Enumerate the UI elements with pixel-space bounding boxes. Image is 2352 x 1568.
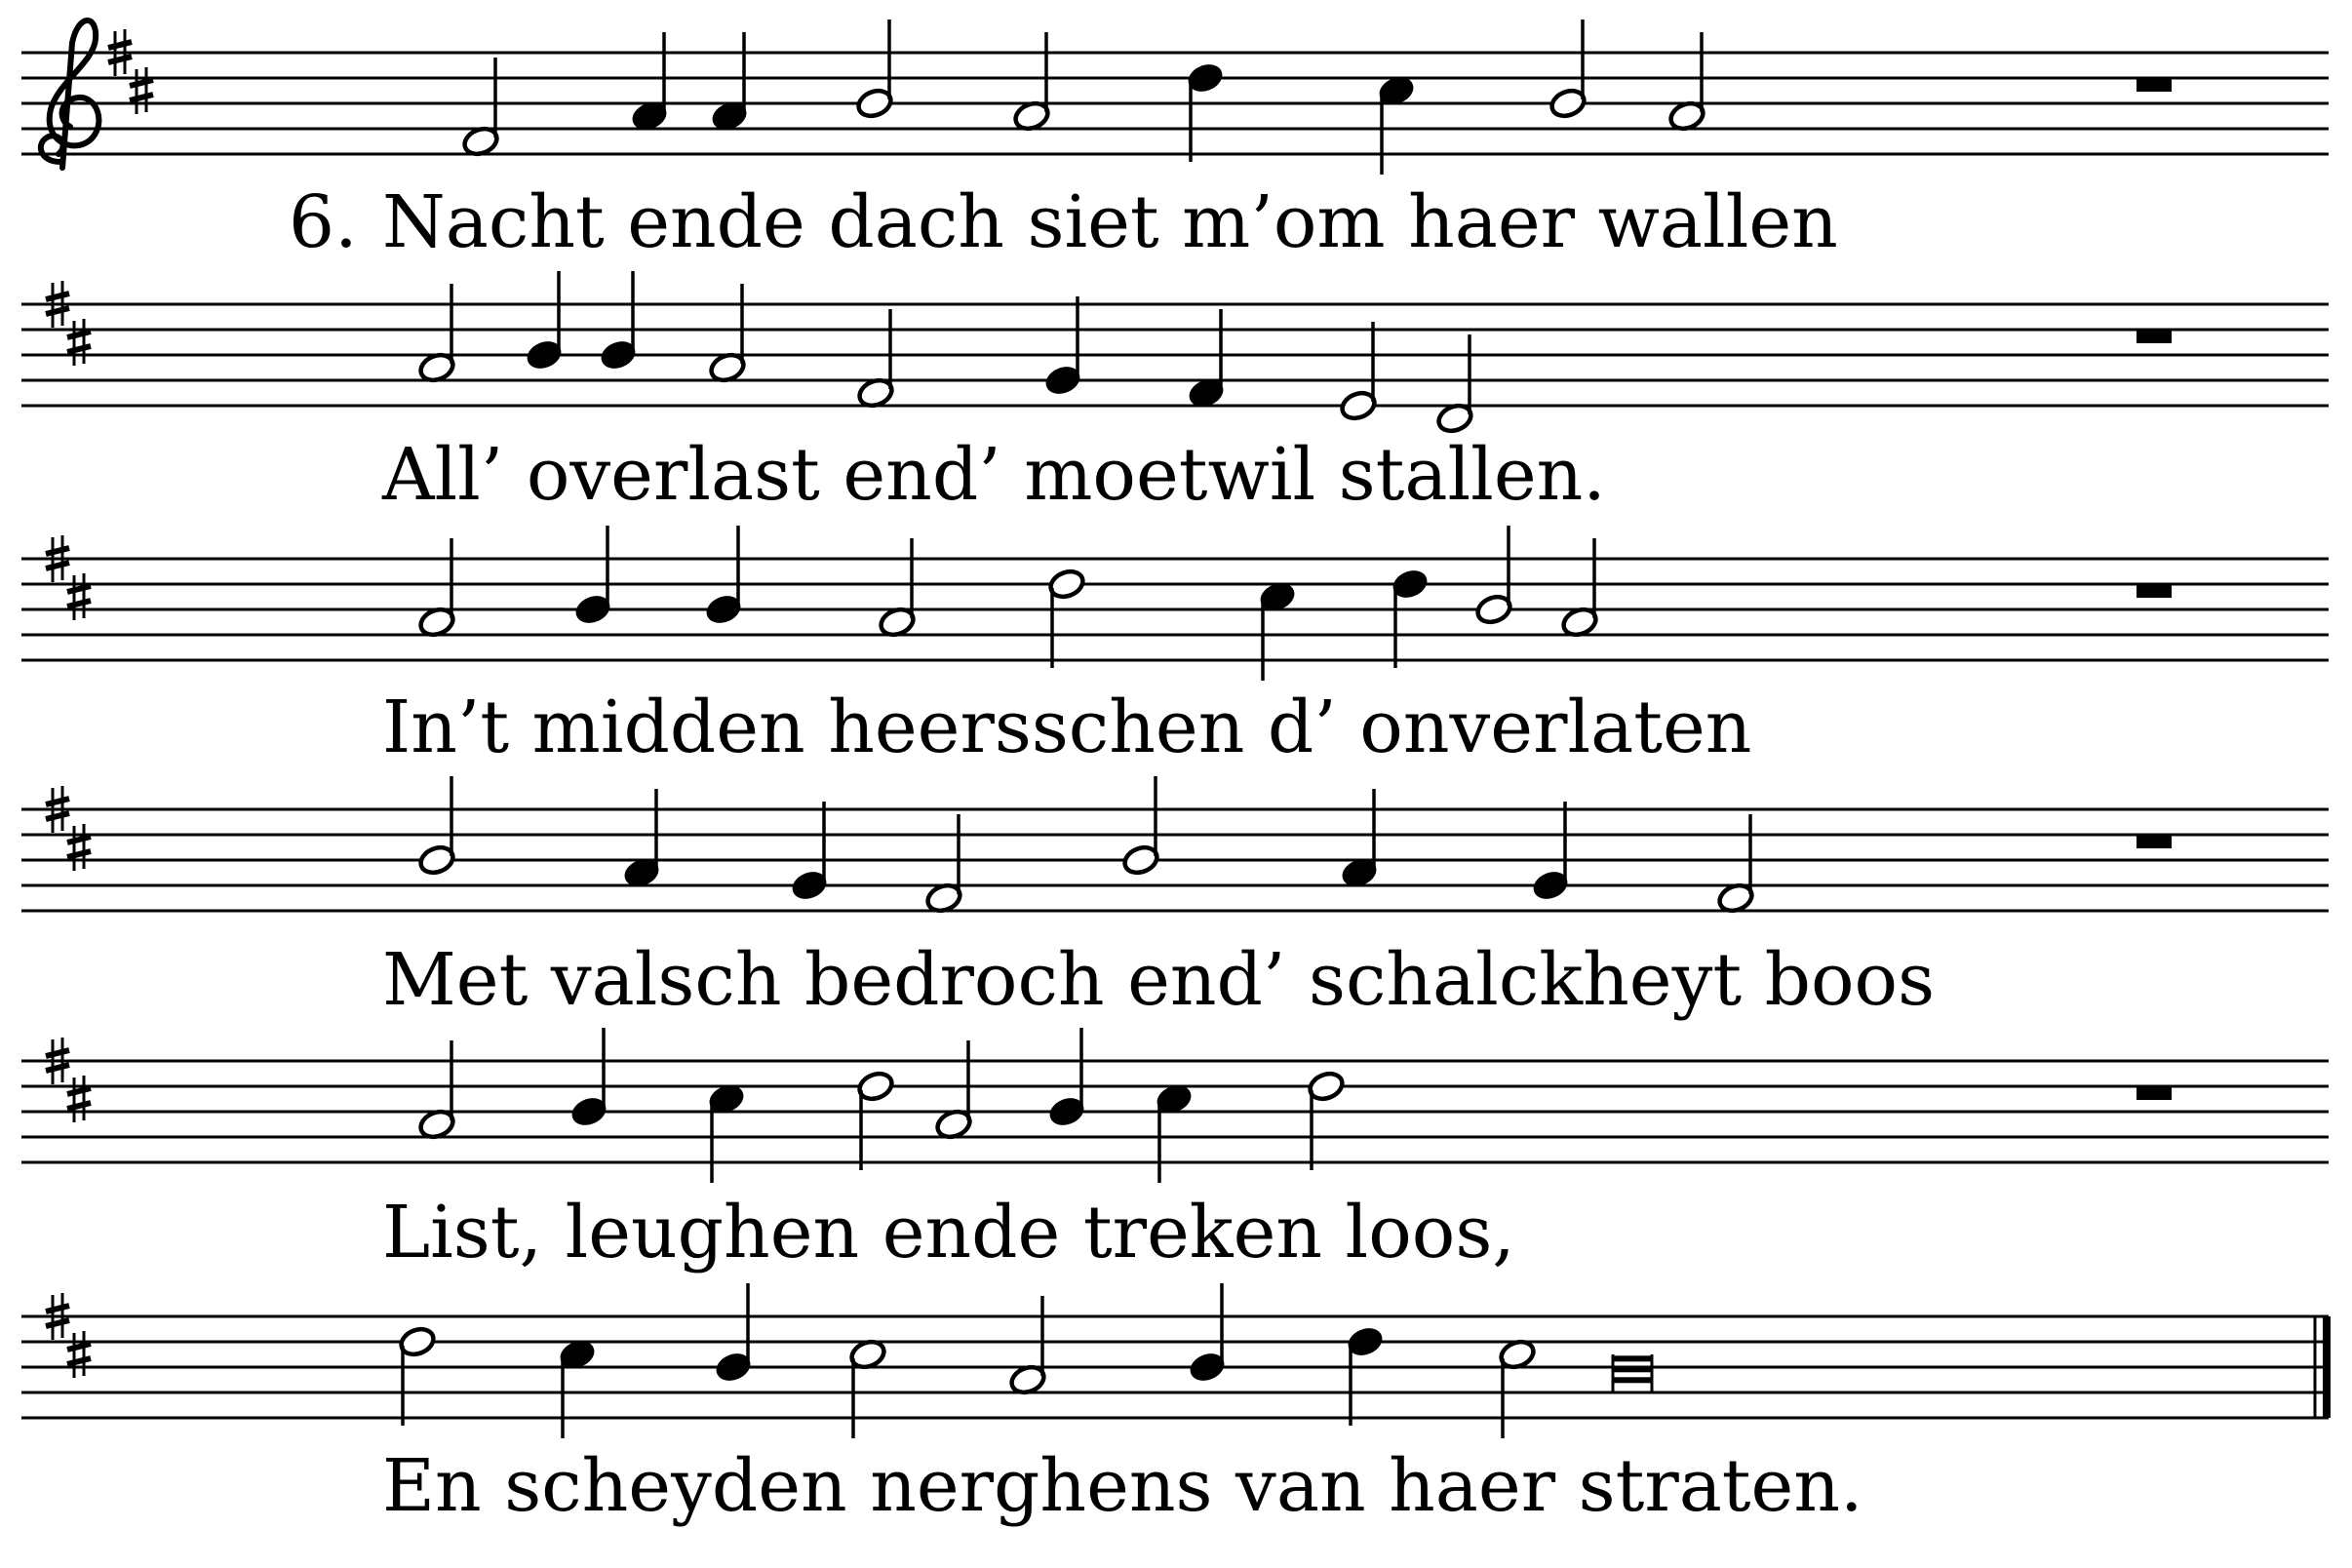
note — [569, 1028, 609, 1128]
note — [714, 1283, 754, 1384]
note — [1043, 296, 1083, 397]
note — [1474, 526, 1514, 626]
note — [710, 32, 750, 133]
staff-system — [21, 1283, 2331, 1528]
lyric-line: Met valsch bedroch end’ schalckheyt boos — [382, 938, 1936, 1022]
note — [1498, 1338, 1538, 1438]
note — [1047, 1028, 1087, 1128]
lyric-line: Nacht ende dach siet m’om haer wallen — [382, 180, 1838, 264]
note — [1339, 322, 1379, 422]
note — [1258, 580, 1298, 681]
note — [1307, 1070, 1347, 1170]
note — [878, 538, 918, 639]
note — [1560, 538, 1600, 639]
sharp-icon — [67, 319, 91, 366]
note — [417, 1040, 457, 1141]
longa-icon — [1613, 1354, 1652, 1392]
lyric-line: En scheyden nerghens van haer straten. — [382, 1444, 1863, 1528]
note — [1346, 1325, 1386, 1426]
note — [599, 271, 639, 372]
rest-icon — [2136, 78, 2172, 92]
note — [1186, 61, 1226, 162]
note — [417, 776, 457, 877]
note — [856, 309, 896, 410]
note — [708, 284, 748, 384]
sharp-icon — [67, 1331, 91, 1378]
note — [856, 1070, 896, 1170]
lyric-line: List, leughen ende treken loos, — [382, 1191, 1515, 1274]
rest-icon — [2136, 1086, 2172, 1100]
note — [1121, 776, 1161, 877]
note — [934, 1040, 974, 1141]
sharp-icon — [67, 573, 91, 620]
sharp-icon — [67, 824, 91, 871]
note — [1548, 20, 1588, 120]
note — [558, 1338, 598, 1438]
note — [1435, 334, 1475, 435]
note — [573, 526, 613, 626]
note — [622, 789, 662, 889]
note — [1340, 789, 1380, 889]
note — [1391, 568, 1431, 668]
note — [1047, 568, 1087, 668]
note — [707, 1082, 747, 1183]
note — [630, 32, 670, 133]
staff-system — [21, 776, 2329, 1022]
note — [1188, 1283, 1228, 1384]
note — [924, 814, 964, 915]
note — [1716, 814, 1756, 915]
verse-number: 6. — [289, 180, 358, 264]
note — [1377, 74, 1417, 175]
sharp-icon — [130, 67, 153, 114]
note — [855, 20, 895, 120]
note — [1187, 309, 1227, 410]
note — [461, 58, 501, 158]
staff-system — [21, 1028, 2329, 1274]
note — [1667, 32, 1707, 133]
staff-system — [21, 271, 2329, 517]
note — [525, 271, 565, 372]
staff-system — [21, 20, 2329, 264]
lyric-line: In’t midden heersschen d’ onverlaten — [382, 686, 1752, 769]
note — [398, 1325, 438, 1426]
note — [417, 538, 457, 639]
rest-icon — [2136, 584, 2172, 598]
staff-system — [21, 526, 2329, 769]
note — [1531, 802, 1571, 902]
note — [704, 526, 744, 626]
note — [1008, 1296, 1048, 1396]
note — [1012, 32, 1052, 133]
note — [848, 1338, 888, 1438]
note — [1155, 1082, 1195, 1183]
sharp-icon — [67, 1076, 91, 1122]
treble-clef-icon — [41, 20, 99, 168]
rest-icon — [2136, 330, 2172, 343]
rest-icon — [2136, 835, 2172, 848]
note — [790, 802, 830, 902]
note — [417, 284, 457, 384]
lyric-line: All’ overlast end’ moetwil stallen. — [382, 433, 1606, 517]
